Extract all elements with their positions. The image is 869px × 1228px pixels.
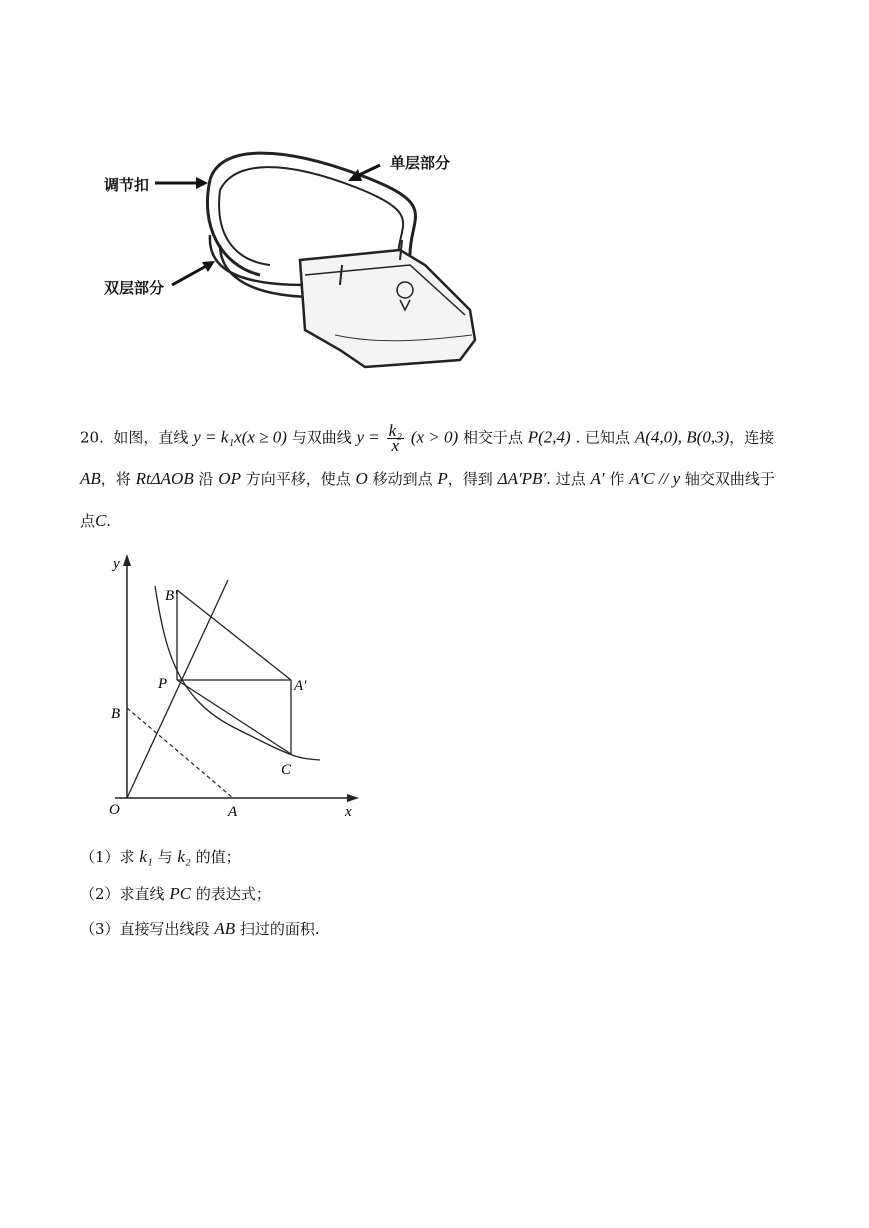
- label-y: y: [113, 556, 120, 572]
- question-3: （3）直接写出线段 AB 扫过的面积.: [80, 919, 320, 938]
- label-o: O: [109, 802, 120, 818]
- x-axis-arrow: [347, 794, 359, 802]
- geometry-figure: [95, 548, 370, 823]
- hyperbola-fraction: $\frac{\text{k₂}}{x}$: [388, 421, 403, 455]
- line-equation: y = k₁x(x ≥ 0): [193, 427, 287, 447]
- segment-pc: [177, 680, 291, 754]
- points-ab: A(4,0), B(0,3): [634, 427, 730, 447]
- problem-number: 20.: [80, 428, 104, 447]
- label-double-layer: 双层部分: [104, 279, 165, 297]
- label-x: x: [345, 804, 352, 820]
- question-1: （1）求 k₁ 与 k₂ 的值；: [80, 847, 241, 866]
- point-p: P(2,4): [527, 427, 571, 447]
- hyperbola-curve: [155, 586, 320, 760]
- segment-ab: [127, 708, 233, 798]
- label-b-prime: B′: [165, 588, 178, 604]
- label-c: C: [281, 762, 292, 778]
- problem-line-1: 20. 如图，直线 y = k₁x(x ≥ 0) 与双曲线 y = $\frac{\text{k₂}}{x}$ (x > 0) 相交于点 P(2,4) . 已知点 A(4,0), B(0,3)，连接: [80, 421, 775, 455]
- label-b: B: [111, 706, 121, 722]
- label-a-prime: A′: [294, 678, 307, 694]
- label-a: A: [228, 804, 238, 820]
- segment-b-prime-a-prime: [177, 590, 291, 680]
- label-p: P: [158, 676, 168, 692]
- label-single-layer: 单层部分: [390, 154, 451, 172]
- label-adjust-buckle: 调节扣: [104, 176, 150, 194]
- problem-line-2: AB，将 RtΔAOB 沿 OP 方向平移，使点 O 移动到点 P，得到 ΔA′PB′. 过点 A′ 作 A′C // y 轴交双曲线于: [80, 469, 775, 488]
- y-axis-arrow: [123, 554, 131, 566]
- question-2: （2）求直线 PC 的表达式；: [80, 884, 271, 903]
- problem-line-3: 点C.: [80, 511, 112, 530]
